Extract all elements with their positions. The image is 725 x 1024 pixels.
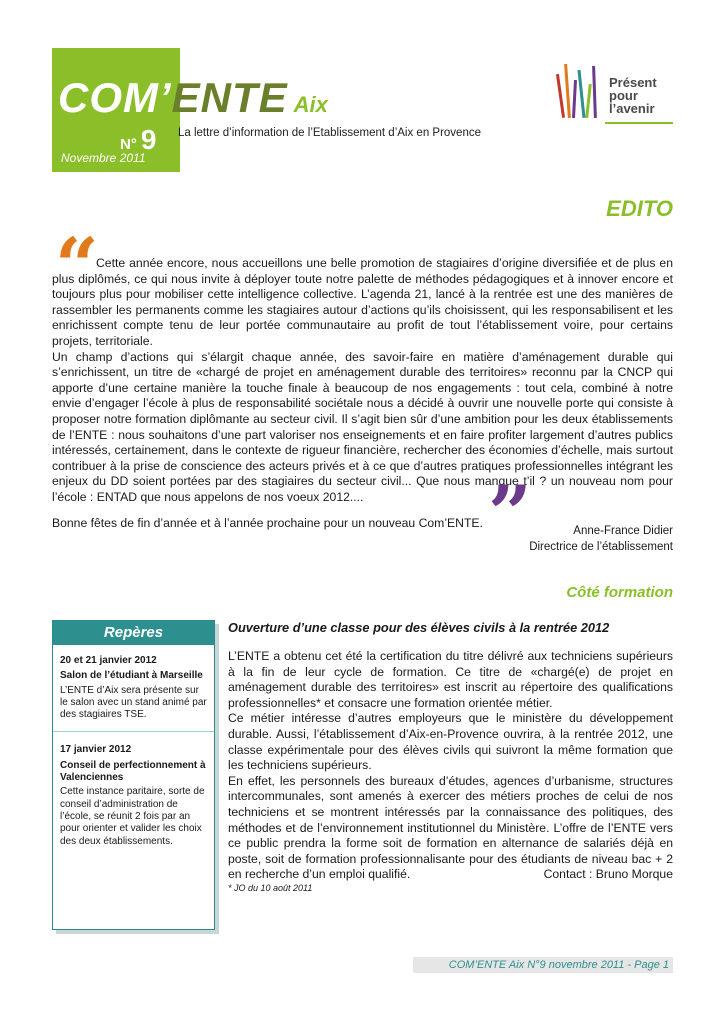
edito-paragraph-3: Bonne fêtes de fin d’année et à l’année prochaine pour un nouveau Com’ENTE. <box>52 515 483 530</box>
article-paragraph-3: En effet, les personnels des bureaux d’études, agences d’urbanisme, structures intercommunales, sont amenés à exercer des métiers proches de celui de nos techniciens et se montrent intéressés par la connaissance des politiques, des méthodes et de l’environnement institutionnel du Ministère. L’offre de l’ENTE vers ce public prendra la forme soit de formation en alternance de salariés déjà en poste, soit de formation professionnalisante pour des étudiants de niveau bac + 2 en recherche d’un emploi qualifié. <box>228 773 673 882</box>
issue-value: 9 <box>140 124 157 155</box>
page-footer: COM’ENTE Aix N°9 novembre 2011 - Page 1 <box>413 957 673 973</box>
event-text: Cette instance paritaire, sorte de conseil d’administration de l’école, se réunit 2 fois par an pour orienter et valider les choix des deux établissements. <box>60 786 205 847</box>
article-paragraph-1: L’ENTE a obtenu cet été la certification du titre délivré aux techniciens supérieurs à la fin de leur cycle de formation. Ce titre de «chargé(e) de projet en aménagement durable des territoires» est inscrit au répertoire des qualifications professionnelles* et consacre une formation orientée métier. <box>228 649 673 710</box>
event-date: 17 janvier 2012 <box>60 744 132 756</box>
edito-paragraph-2: Un champ d’actions qui s’élargit chaque année, des savoir-faire en matière d’aménagement durable qui s’enrichissent, un titre de «chargé de projet en aménagement durable des territoires» reconnu par la CNCP qui apporte d’une certaine manière la touche finale à beaucoup de nos engagements : tout cela, combiné à notre envie d’engager l’école à plus de responsabilité sociétale nous a décidé à ouvrir une nouvelle porte qui consiste à proposer notre formation diplômante au secteur civil. Il s’agit bien sûr d’une ambition pour les deux établissements de l’ENTE : nous souhaitons d’une part valoriser nos enseignements et en faire profiter largement d’autres publics intéressés, certainement, dans le contexte de rigueur financière, rechercher des économies d’échelle, mais surtout contribuer à la prise de conscience des acteurs privés et à ce que d’autres pratiques professionnelles intégrant les enjeux du DD soient portées par des stagiaires du secteur civil... Que nous manque t’il ? un nouveau nom pour l’école : ENTAD que nous appelons de nos voeux 2012.... <box>52 349 673 504</box>
reperes-heading: Repères <box>53 621 214 645</box>
close-quote-icon: ” <box>488 469 532 558</box>
brand-suffix: Aix <box>293 92 328 117</box>
signature <box>529 523 673 555</box>
brand-part2: ENTE <box>171 74 288 121</box>
signature-name: Anne-France Didier <box>573 525 673 537</box>
edito-body <box>52 256 673 531</box>
article-paragraph-2: Ce métier intéresse d’autres employeurs que le ministère du développement durable. Aussi, l’établissement d’Aix-en-Provence ouvrira, à la rentrée 2012, une classe expérimentale pour des élèves civils qui suivront la même formation que les techniciens supérieurs. <box>228 711 673 773</box>
article-body <box>228 649 673 883</box>
article-contact: Contact : Bruno Morque <box>543 867 673 881</box>
signature-title: Directrice de l’établissement <box>529 541 673 553</box>
tagline: La lettre d’information de l’Etablissement d’Aix en Provence <box>178 127 481 139</box>
event-title: Salon de l’étudiant à Marseille <box>60 670 203 682</box>
issue-label: N° <box>120 136 137 153</box>
open-quote-icon: “ <box>55 221 99 310</box>
brand-part1: COM’ <box>58 74 172 121</box>
list-item <box>60 655 207 721</box>
list-item <box>60 744 207 847</box>
logo-text <box>609 76 657 115</box>
edito-paragraph-1: Cette année encore, nous accueillons une belle promotion de stagiaires d’origine diversifiée et de plus en plus diplômés, ce qui nous invite à déployer toute notre palette de méthodes pédagogiques et à innover encore et toujours plus pour mobiliser cette intelligence collective. L’agenda 21, lancé à la rentrée est une des manières de rassembler les permanents comme les stagiaires autour d’actions qu’ils choisissent, qui les responsabilisent et les enrichissent compte tenu de leur portée communautaire au profit de tout l’établissement voire, pour certains projets, territoriale. <box>52 256 673 348</box>
reperes-box <box>52 620 215 930</box>
event-text: L’ENTE d’Aix sera présente sur le salon avec un stand animé par des stagiaires TSE. <box>60 684 207 721</box>
cote-formation-heading: Côté formation <box>566 584 673 601</box>
logo-line2: pour <box>609 88 638 103</box>
divider <box>53 731 214 732</box>
logo-line3: l’avenir <box>609 101 655 116</box>
edito-heading: EDITO <box>606 196 673 221</box>
issue-date: Novembre 2011 <box>61 151 146 165</box>
article-title: Ouverture d’une classe pour des élèves civils à la rentrée 2012 <box>228 620 610 635</box>
newsletter-title <box>58 74 328 122</box>
event-date: 20 et 21 janvier 2012 <box>60 655 157 666</box>
logo-line1: Présent <box>609 75 657 90</box>
reperes-list <box>53 645 214 848</box>
footnote: * JO du 10 août 2011 <box>228 883 313 893</box>
event-title: Conseil de perfectionnement à Valenciennes <box>60 759 206 784</box>
